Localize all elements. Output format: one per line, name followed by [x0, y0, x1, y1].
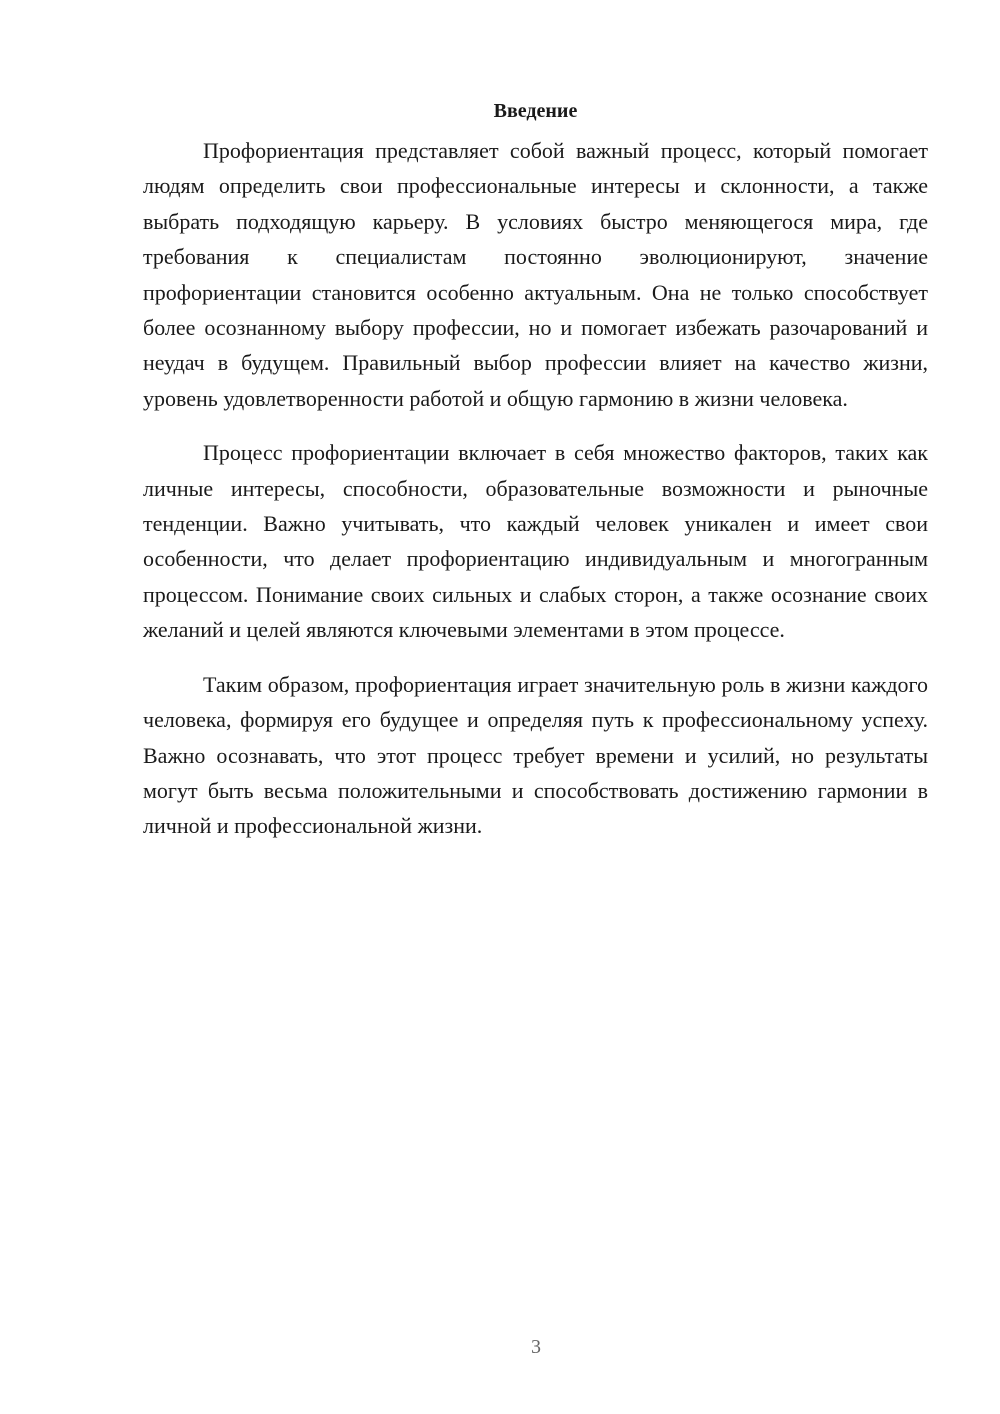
page-content [143, 94, 928, 844]
paragraph-2: Процесс профориентации включает в себя множество факторов, таких как личные интересы, способности, образовательные возможности и рыночные тенденции. Важно учитывать, что каждый человек уникален и имеет свои особенности, что делает профориентацию индивидуальным и многогранным процессом. Понимание своих сильных и слабых сторон, а также осознание своих желаний и целей являются ключевыми элементами в этом процессе. [143, 440, 928, 643]
paragraph-3: Таким образом, профориентация играет значительную роль в жизни каждого человека, формируя его будущее и определяя путь к профессиональному успеху. Важно осознавать, что этот процесс требует времени и усилий, но результаты могут быть весьма положительными и способствовать достижению гармонии в личной и профессиональной жизни. [143, 671, 928, 839]
page-title: Введение [493, 100, 578, 122]
paragraph-1: Профориентация представляет собой важный процесс, который помогает людям определить свои профессиональные интересы и склонности, а также выбрать подходящую карьеру. В условиях быстро меняющегося мира, где требования к специалистам постоянно эволюционируют, значение профориентации становится особенно актуальным. Она не только способствует более осознанному выбору профессии, но и помогает избежать разочарований и неудач в будущем. Правильный выбор профессии влияет на качество жизни, уровень удовлетворенности работой и общую гармонию в жизни человека. [143, 138, 928, 411]
page-number: 3 [531, 1336, 541, 1358]
